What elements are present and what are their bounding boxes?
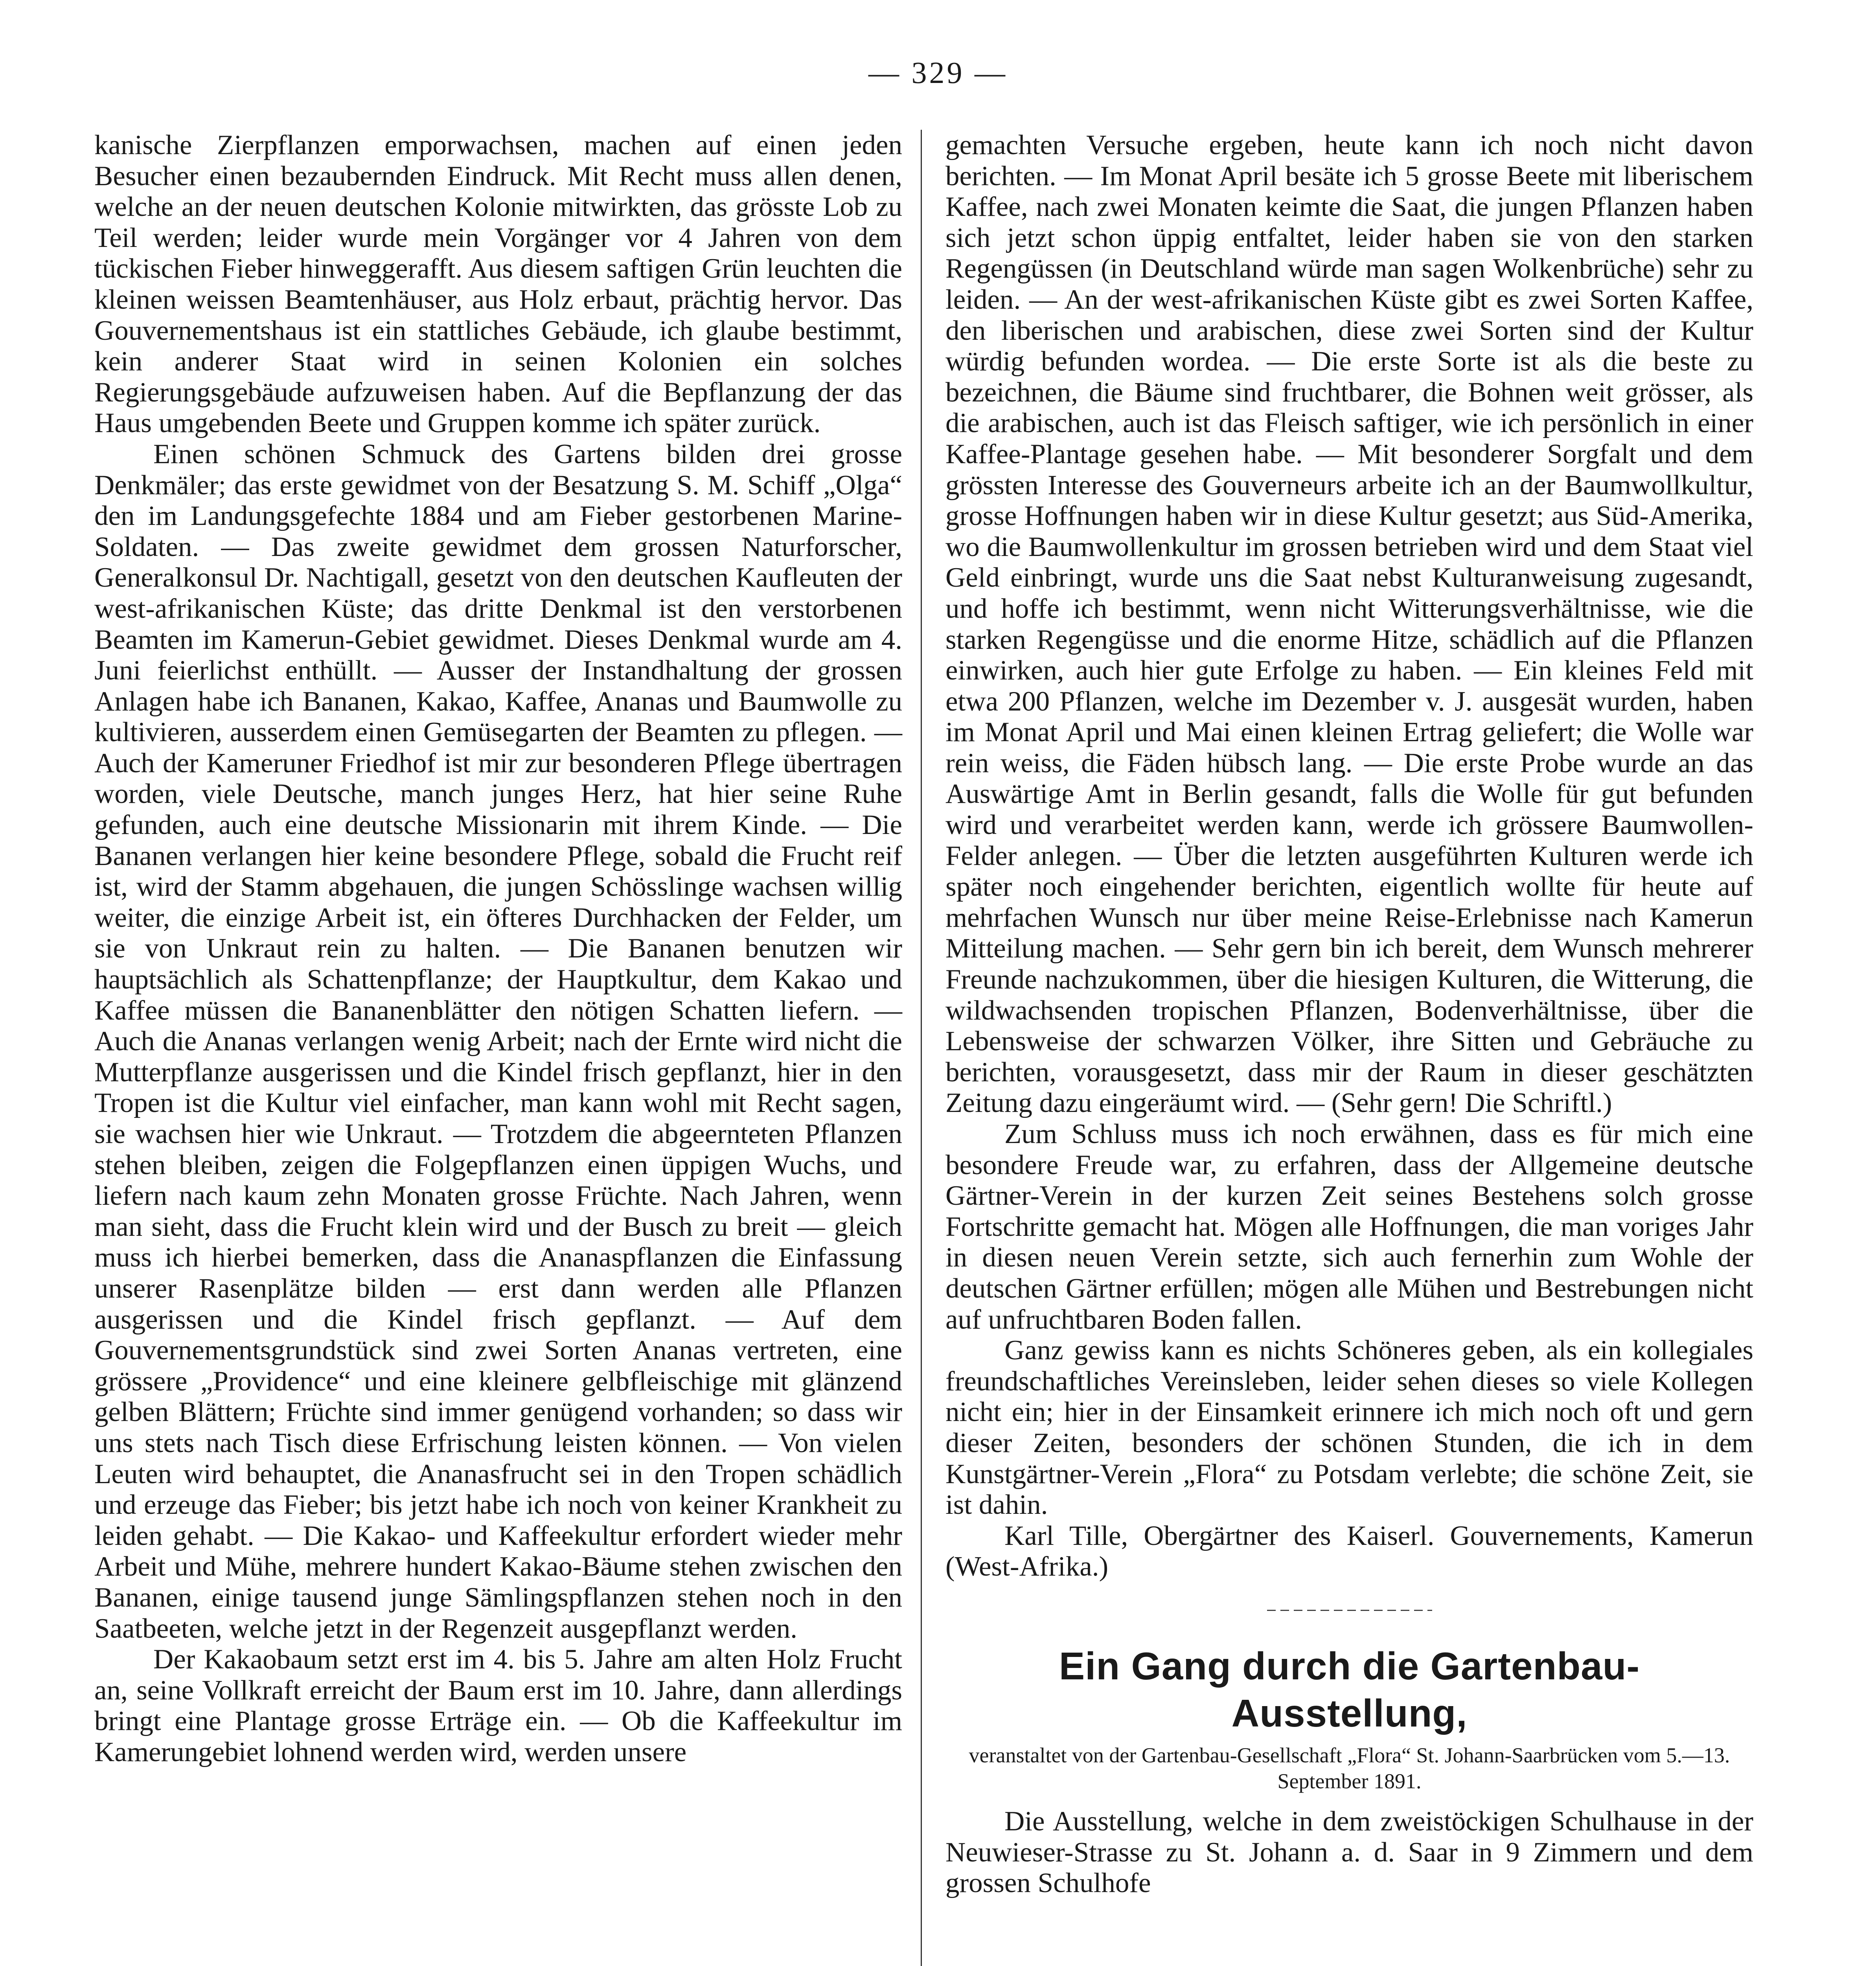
- paragraph: Der Kakaobaum setzt erst im 4. bis 5. Jahre am alten Holz Frucht an, seine Vollkraft erreicht der Baum erst im 10. Jahre, dann allerdings bringt eine Plantage grosse Erträge ein. — Ob die Kaffeekultur im Kamerungebiet lohnend werden wird, werden unsere: [94, 1644, 902, 1767]
- page-number: — 329 —: [868, 55, 1008, 90]
- paragraph: gemachten Versuche ergeben, heute kann ich noch nicht davon berichten. — Im Monat April besäte ich 5 grosse Beete mit liberischem Kaffee, nach zwei Monaten keimte die Saat, die jungen Pflanzen haben sich jetzt schon üppig entfaltet, leider haben sie von den starken Regengüssen (in Deutschland würde man sagen Wolkenbrüche) sehr zu leiden. — An der west-afrikanischen Küste gibt es zwei Sorten Kaffee, den liberischen und arabischen, diese zwei Sorten sind der Kultur würdig befunden wordea. — Die erste Sorte ist als die beste zu bezeichnen, die Bäume sind fruchtbarer, die Bohnen weit grösser, als die arabischen, auch ist das Fleisch saftiger, wie ich persönlich in einer Kaffee-Plantage gesehen habe. — Mit besonderer Sorgfalt und dem grössten Interesse des Gouverneurs arbeite ich an der Baumwollkultur, grosse Hoffnungen haben wir in diese Kultur gesetzt; aus Süd-Amerika, wo die Baumwollenkultur im grossen betrieben wird und dem Staat viel Geld einbringt, wurde uns die Saat nebst Kulturanweisung zugesandt, und hoffe ich bestimmt, wenn nicht Witterungsverhältnisse, wie die starken Regengüsse und die enorme Hitze, schädlich auf die Pflanzen einwirken, auch hier gute Erfolge zu haben. — Ein kleines Feld mit etwa 200 Pflanzen, welche im Dezember v. J. ausgesät wurden, haben im Monat April und Mai einen kleinen Ertrag geliefert; die Wolle war rein weiss, die Fäden hübsch lang. — Die erste Probe wurde an das Auswärtige Amt in Berlin gesandt, falls die Wolle für gut befunden wird und verarbeitet werden kann, werde ich grössere Baumwollen-Felder anlegen. — Über die letzten ausgeführten Kulturen werde ich später noch eingehender berichten, eigentlich wollte für heute auf mehrfachen Wunsch nur über meine Reise-Erlebnisse nach Kamerun Mitteilung machen. — Sehr gern bin ich bereit, dem Wunsch mehrerer Freunde nachzukommen, über die hiesigen Kulturen, die Witterung, die wildwachsenden tropischen Pflanzen, Bodenverhältnisse, über die Lebensweise der schwarzen Völker, ihre Sitten und Gebräuche zu berichten, vorausgesetzt, dass mir der Raum in dieser geschätzten Zeitung dazu eingeräumt wird. — (Sehr gern! Die Schriftl.): [945, 130, 1753, 1119]
- article-title: Ein Gang durch die Gartenbau-Ausstellung,: [1059, 1644, 1640, 1735]
- paragraph: Ganz gewiss kann es nichts Schöneres geben, als ein kollegiales freundschaftliches Vereinsleben, leider sehen dieses so viele Kollegen nicht ein; hier in der Einsamkeit erinnere ich mich noch oft und gern dieser Zeiten, besonders der schönen Stunden, die ich in dem Kunstgärtner-Verein „Flora“ zu Potsdam verlebte; die schöne Zeit, sie ist dahin.: [945, 1335, 1753, 1521]
- section-separator: [1267, 1610, 1432, 1611]
- paragraph: Zum Schluss muss ich noch erwähnen, dass es für mich eine besondere Freude war, zu erfahren, dass der Allgemeine deutsche Gärtner-Verein in der kurzen Zeit seines Bestehens solch grosse Fortschritte gemacht hat. Mögen alle Hoffnungen, die man voriges Jahr in diesen neuen Verein setzte, sich auch fernerhin zum Wohle der deutschen Gärtner erfüllen; mögen alle Mühen und Bestrebungen nicht auf unfruchtbaren Boden fallen.: [945, 1119, 1753, 1335]
- right-column: [945, 130, 1753, 1899]
- signature: Karl Tille, Obergärtner des Kaiserl. Gouvernements, Kamerun (West-Afrika.): [945, 1520, 1753, 1582]
- paragraph: Einen schönen Schmuck des Gartens bilden drei grosse Denkmäler; das erste gewidmet von der Besatzung S. M. Schiff „Olga“ den im Landungsgefechte 1884 und am Fieber gestorbenen Marine-Soldaten. — Das zweite gewidmet dem grossen Naturforscher, Generalkonsul Dr. Nachtigall, gesetzt von den deutschen Kaufleuten der west-afrikanischen Küste; das dritte Denkmal ist den verstorbenen Beamten im Kamerun-Gebiet gewidmet. Dieses Denkmal wurde am 4. Juni feierlichst enthüllt. — Ausser der Instandhaltung der grossen Anlagen habe ich Bananen, Kakao, Kaffee, Ananas und Baumwolle zu kultivieren, ausserdem einen Gemüsegarten der Beamten zu pflegen. — Auch der Kameruner Friedhof ist mir zur besonderen Pflege übertragen worden, viele Deutsche, manch junges Herz, hat hier seine Ruhe gefunden, auch eine deutsche Missionarin mit ihrem Kinde. — Die Bananen verlangen hier keine besondere Pflege, sobald die Frucht reif ist, wird der Stamm abgehauen, die jungen Schösslinge wachsen willig weiter, die einzige Arbeit ist, ein öfteres Durchhacken der Felder, um sie von Unkraut rein zu halten. — Die Bananen benutzen wir hauptsächlich als Schattenpflanze; der Hauptkultur, dem Kakao und Kaffee müssen die Bananenblätter den nötigen Schatten liefern. — Auch die Ananas verlangen wenig Arbeit; nach der Ernte wird nicht die Mutterpflanze ausgerissen und die Kindel frisch gepflanzt, hier in den Tropen ist die Kultur viel einfacher, man kann wohl mit Recht sagen, sie wachsen hier wie Unkraut. — Trotzdem die abgeernteten Pflanzen stehen bleiben, zeigen die Folgepflanzen einen üppigen Wuchs, und liefern nach kaum zehn Monaten grosse Früchte. Nach Jahren, wenn man sieht, dass die Frucht klein wird und der Busch zu breit — gleich muss ich hierbei bemerken, dass die Ananaspflanzen die Einfassung unserer Rasenplätze bilden — erst dann werden alle Pflanzen ausgerissen und die Kindel frisch gepflanzt. — Auf dem Gouvernementsgrundstück sind zwei Sorten Ananas vertreten, eine grössere „Providence“ und eine kleinere gelbfleischige mit glänzend gelben Blättern; Früchte sind immer genügend vorhanden; so dass wir uns stets nach Tisch diese Erfrischung leisten können. — Von vielen Leuten wird behauptet, die Ananasfrucht sei in den Tropen schädlich und erzeuge das Fieber; bis jetzt habe ich noch von keiner Krankheit zu leiden gehabt. — Die Kakao- und Kaffeekultur erfordert wieder mehr Arbeit und Mühe, mehrere hundert Kakao-Bäume stehen zwischen den Bananen, einige tausend junge Sämlingspflanzen stehen noch in den Saatbeeten, welche jetzt in der Regenzeit ausgepflanzt werden.: [94, 438, 902, 1644]
- left-column: [94, 130, 902, 1767]
- article-subtitle: veranstaltet von der Gartenbau-Gesellschaft „Flora“ St. Johann-Saarbrücken vom 5.—13. September 1891.: [969, 1743, 1730, 1793]
- column-divider: [921, 130, 922, 1966]
- article-body: Die Ausstellung, welche in dem zweistöckigen Schulhause in der Neuwieser-Strasse zu St. Johann a. d. Saar in 9 Zimmern und dem grossen Schulhofe: [945, 1806, 1753, 1899]
- paragraph: kanische Zierpflanzen emporwachsen, machen auf einen jeden Besucher einen bezaubernden Eindruck. Mit Recht muss allen denen, welche an der neuen deutschen Kolonie mitwirkten, das grösste Lob zu Teil werden; leider wurde mein Vorgänger vor 4 Jahren von dem tückischen Fieber hinweggerafft. Aus diesem saftigen Grün leuchten die kleinen weissen Beamtenhäuser, aus Holz erbaut, prächtig hervor. Das Gouvernementshaus ist ein stattliches Gebäude, ich glaube bestimmt, kein anderer Staat wird in seinen Kolonien ein solches Regierungsgebäude aufzuweisen haben. Auf die Bepflanzung der das Haus umgebenden Beete und Gruppen komme ich später zurück.: [94, 130, 902, 439]
